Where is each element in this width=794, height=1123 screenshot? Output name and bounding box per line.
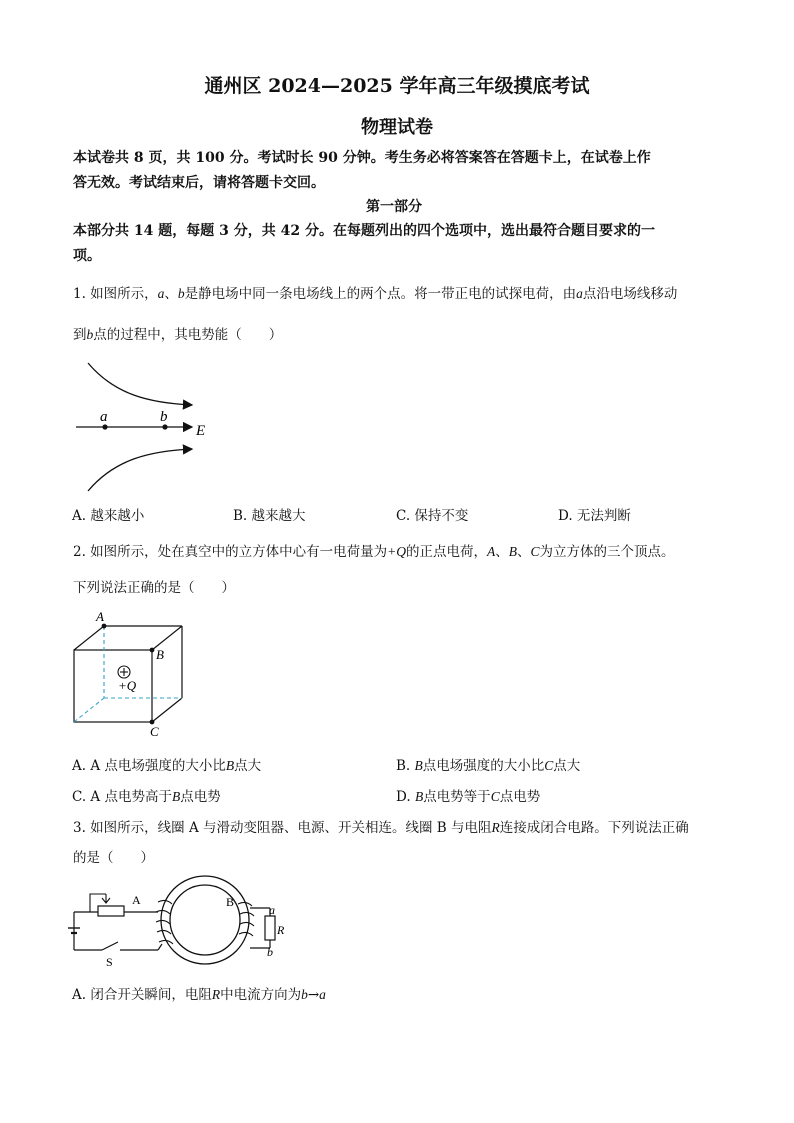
label-S: S <box>106 955 113 969</box>
q3-coil-circuit-figure <box>66 872 286 972</box>
lower-field-line <box>88 449 192 491</box>
q3-stem-line-1 <box>73 816 689 836</box>
q2-charge-symbol: +Q <box>387 544 407 559</box>
resistor-R <box>265 916 275 940</box>
q1-option-a[interactable]: A. 越来越小 <box>72 508 145 524</box>
label-E: E <box>196 423 206 439</box>
label-coil-B: B <box>226 895 235 909</box>
exam-title: 通州区 2024—2025 学年高三年级摸底考试 <box>204 75 590 97</box>
q1-field-lines-figure <box>70 355 220 495</box>
point-a-dot <box>102 424 107 429</box>
q2-option-text: 点电场强度的大小比 <box>422 758 545 774</box>
q1-text: 是静电场中同一条电场线上的两个点。将一带正电的试探电荷，由 <box>184 286 577 302</box>
left-wire <box>158 944 162 950</box>
q3-option-symbol: b <box>301 987 308 1002</box>
q3-option-text: 中电流方向为 <box>220 987 302 1003</box>
q2-option-text: 点大 <box>234 758 262 774</box>
q2-option-symbol: B <box>171 789 181 804</box>
label-B: B <box>156 647 164 662</box>
cube-front-face <box>74 650 152 722</box>
cube-edge <box>74 626 104 650</box>
q2-option-text: 点大 <box>553 758 581 774</box>
vertex-A-dot <box>102 624 107 629</box>
q2-option-symbol: B <box>414 758 423 773</box>
label-b: b <box>160 409 168 425</box>
q1-option-b[interactable]: B. 越来越大 <box>233 508 306 524</box>
q2-option-text: 点电势 <box>499 789 541 805</box>
point-b-dot <box>162 424 167 429</box>
q2-vertex-A: A <box>487 544 496 559</box>
label-a: a <box>269 903 275 917</box>
q1-stem-line-1 <box>73 282 677 302</box>
q1-text: 点沿电场线移动 <box>582 286 678 302</box>
label-C: C <box>150 724 159 739</box>
rheostat <box>98 906 124 916</box>
q3-symbol-R: R <box>491 820 500 835</box>
q3-stem-line-2: 的是（ ） <box>73 850 154 866</box>
q2-option-a[interactable] <box>72 754 261 774</box>
q2-option-symbol: B <box>225 758 235 773</box>
q2-separator: 、 <box>495 544 509 560</box>
cube-edge <box>152 698 182 722</box>
q3-option-symbol: a <box>319 987 326 1002</box>
arrow-right-icon: → <box>307 987 320 1003</box>
label-A: A <box>96 609 104 624</box>
q1-option-c[interactable]: C. 保持不变 <box>396 508 469 524</box>
label-Q: +Q <box>118 678 137 693</box>
q1-symbol-b: b <box>86 327 94 342</box>
q1-symbol-a: a <box>157 286 165 301</box>
q3-option-symbol: R <box>211 987 221 1002</box>
q2-vertex-B: B <box>508 544 518 559</box>
q2-vertex-C: C <box>530 544 540 559</box>
q1-separator: 、 <box>164 286 178 302</box>
q2-option-d[interactable] <box>396 785 540 805</box>
q1-option-d[interactable]: D. 无法判断 <box>558 508 631 524</box>
q2-option-text: C. A 点电势高于 <box>72 789 172 805</box>
part-desc-line-1: 本部分共 14 题，每题 3 分，共 42 分。在每题列出的四个选项中，选出最符合题目要求的一 <box>73 223 655 239</box>
switch-icon <box>102 942 118 950</box>
q2-separator: 、 <box>517 544 531 560</box>
q3-text: 3. 如图所示，线圈 A 与滑动变阻器、电源、开关相连。线圈 B 与电阻 <box>73 820 492 836</box>
q3-option-a[interactable] <box>72 983 326 1003</box>
part-desc-line-2: 项。 <box>73 248 101 264</box>
exam-subtitle: 物理试卷 <box>361 117 433 138</box>
q2-option-symbol: B <box>414 789 424 804</box>
label-b: b <box>267 945 273 959</box>
q1-text: 到 <box>73 327 87 343</box>
q2-option-text: 点电势 <box>180 789 221 805</box>
iron-ring-outer <box>161 876 249 964</box>
q3-text: 连接成闭合电路。下列说法正确 <box>499 820 689 836</box>
q1-stem-line-2 <box>73 323 282 343</box>
upper-field-line <box>88 363 192 405</box>
instructions-line-1: 本试卷共 8 页，共 100 分。考试时长 90 分钟。考生务必将答案答在答题卡上，在试卷上作 <box>73 150 651 166</box>
q2-cube-figure <box>66 608 196 740</box>
q2-option-text: B. <box>396 758 415 774</box>
q1-text: 1. 如图所示， <box>73 286 158 302</box>
q2-text: 为立方体的三个顶点。 <box>539 544 675 560</box>
q2-option-text: D. <box>396 789 415 805</box>
q2-stem-line-2: 下列说法正确的是（ ） <box>73 580 235 596</box>
label-R: R <box>277 923 285 937</box>
q2-option-symbol: C <box>490 789 500 804</box>
q3-option-text: A. 闭合开关瞬间，电阻 <box>72 987 212 1003</box>
part-heading: 第一部分 <box>366 199 422 215</box>
cube-hidden-edge <box>74 698 104 722</box>
q2-text: 2. 如图所示，处在真空中的立方体中心有一电荷量为 <box>73 544 388 560</box>
q1-symbol-a: a <box>576 286 583 301</box>
q2-option-c[interactable] <box>72 785 221 805</box>
q1-text: 点的过程中，其电势能（ ） <box>93 327 283 343</box>
q2-option-text: 点电势等于 <box>423 789 491 805</box>
q2-stem-line-1 <box>73 540 675 560</box>
q2-option-symbol: C <box>544 758 554 773</box>
label-coil-A: A <box>132 893 141 907</box>
q2-text: 的正点电荷， <box>406 544 488 560</box>
vertex-B-dot <box>150 648 155 653</box>
q1-symbol-b: b <box>177 286 185 301</box>
q2-option-text: A. A 点电场强度的大小比 <box>72 758 226 774</box>
label-a: a <box>100 409 108 425</box>
q2-option-b[interactable] <box>396 754 580 774</box>
instructions-line-2: 答无效。考试结束后，请将答题卡交回。 <box>73 175 325 191</box>
